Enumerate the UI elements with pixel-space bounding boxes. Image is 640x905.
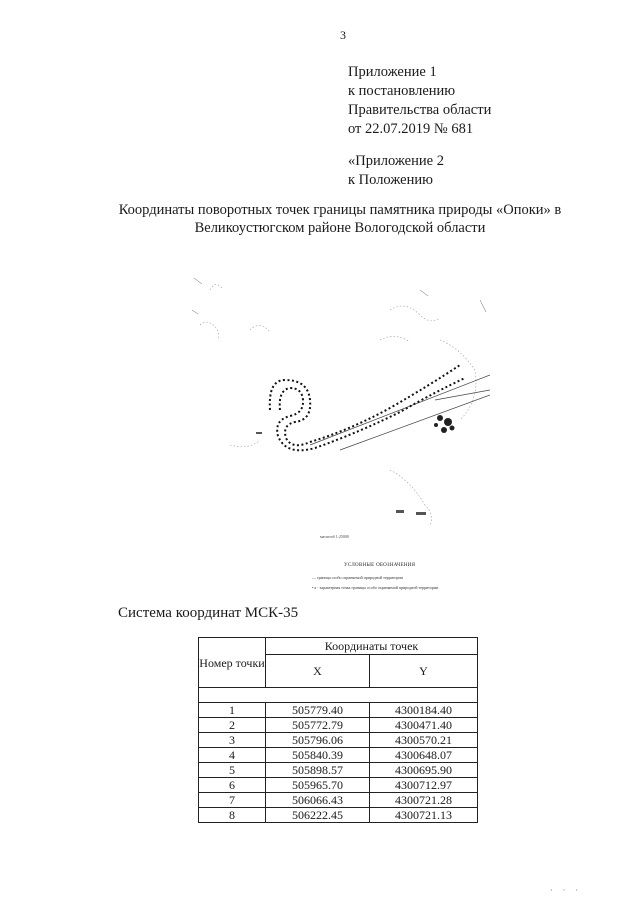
cell-number: 3 (199, 733, 266, 748)
cell-y: 4300648.07 (370, 748, 478, 763)
cell-number: 6 (199, 778, 266, 793)
cell-y: 4300712.97 (370, 778, 478, 793)
cell-y: 4300721.28 (370, 793, 478, 808)
column-header-x: X (266, 655, 370, 688)
cell-y: 4300695.90 (370, 763, 478, 778)
cell-number: 4 (199, 748, 266, 763)
cell-x: 506222.45 (266, 808, 370, 823)
cell-number: 5 (199, 763, 266, 778)
column-header-number: Номер точки (199, 638, 266, 688)
appendix-line: к постановлению (348, 83, 456, 99)
map-scale: масштаб 1:25000 (320, 534, 349, 539)
cell-x: 506066.43 (266, 793, 370, 808)
cell-number: 2 (199, 718, 266, 733)
cell-number: 8 (199, 808, 266, 823)
document-title: Координаты поворотных точек границы памятника природы «Опоки» в Великоустюгском районе Вологодской области (118, 202, 562, 236)
cell-x: 505965.70 (266, 778, 370, 793)
table-row (199, 703, 478, 718)
legend-item-point: • а - характерная точка границы особо охраняемой природной территории (312, 585, 439, 590)
appendix2-header (348, 152, 444, 190)
cell-y: 4300471.40 (370, 718, 478, 733)
cell-y: 4300184.40 (370, 703, 478, 718)
boundary-map (190, 270, 490, 530)
cell-x: 505840.39 (266, 748, 370, 763)
cell-number: 7 (199, 793, 266, 808)
table-row (199, 748, 478, 763)
column-header-y: Y (370, 655, 478, 688)
table-spacer-row (199, 688, 478, 703)
appendix2-line: «Приложение 2 (348, 153, 444, 169)
appendix-header (348, 63, 491, 139)
cell-y: 4300721.13 (370, 808, 478, 823)
cell-y: 4300570.21 (370, 733, 478, 748)
table-header-row (199, 638, 478, 655)
column-header-group: Координаты точек (266, 638, 478, 655)
cell-x: 505898.57 (266, 763, 370, 778)
coordinates-table (198, 637, 478, 823)
page-number: 3 (340, 28, 346, 42)
table-row (199, 733, 478, 748)
table-row (199, 793, 478, 808)
table-row (199, 778, 478, 793)
cell-number: 1 (199, 703, 266, 718)
legend-item-boundary: — граница особо охраняемой природной территории (312, 575, 403, 580)
cell-x: 505772.79 (266, 718, 370, 733)
legend-title: УСЛОВНЫЕ ОБОЗНАЧЕНИЯ (344, 563, 416, 568)
scan-marks: · · · (550, 886, 582, 895)
table-row (199, 718, 478, 733)
appendix-line: Правительства области (348, 102, 492, 118)
appendix-line: Приложение 1 (348, 64, 437, 80)
cell-x: 505796.06 (266, 733, 370, 748)
appendix-line: от 22.07.2019 № 681 (348, 121, 474, 137)
table-row (199, 763, 478, 778)
table-row (199, 808, 478, 823)
coordinate-system: Система координат МСК-35 (118, 605, 299, 621)
appendix2-line: к Положению (348, 172, 433, 188)
cell-x: 505779.40 (266, 703, 370, 718)
